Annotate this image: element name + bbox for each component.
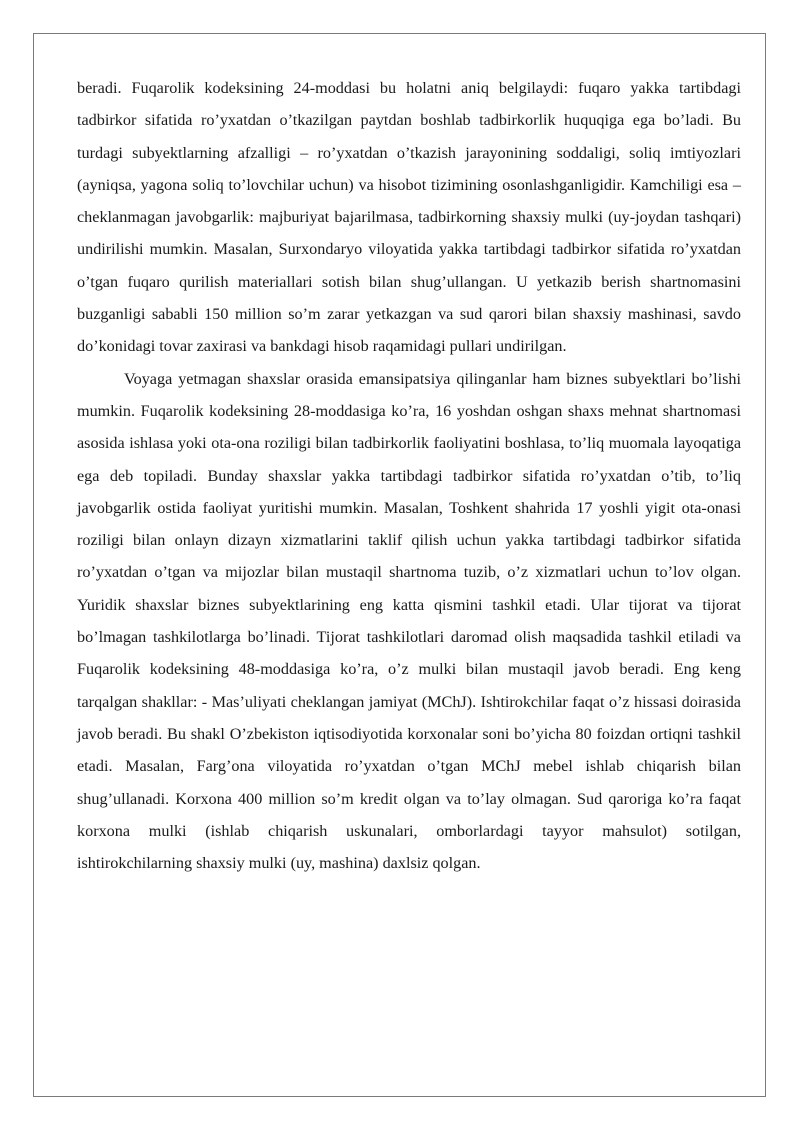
paragraph-emancipation: Voyaga yetmagan shaxslar orasida emansipatsiya qilinganlar ham biznes subyektlari bo’lishi mumkin. Fuqarolik kodeksining 28-moddasiga ko’ra, 16 yoshdan oshgan shaxs mehnat shartnomasi asosida ishlasa yoki ota-ona roziligi bilan tadbirkorlik faoliyatini boshlasa, to’liq muomala layoqatiga ega deb topiladi. Bunday shaxslar yakka tartibdagi tadbirkor sifatida ro’yxatdan o’tib, to’liq javobgarlik ostida faoliyat yuritishi mumkin. Masalan, Toshkent shahrida 17 yoshli yigit ota-onasi roziligi bilan onlayn dizayn xizmatlarini taklif qilish uchun yakka tartibdagi tadbirkor sifatida ro’yxatdan o’tgan va mijozlar bilan mustaqil shartnoma tuzib, o’z xizmatlari uchun to’lov olgan. Yuridik shaxslar biznes subyektlarining eng katta qismini tashkil etadi. Ular tijorat va tijorat bo’lmagan tashkilotlarga bo’linadi. Tijorat tashkilotlari daromad olish maqsadida tashkil etiladi va Fuqarolik kodeksining 48-moddasiga ko’ra, o’z mulki bilan mustaqil javob beradi. Eng keng tarqalgan shakllar: - Mas’uliyati cheklangan jamiyat (MChJ). Ishtirokchilar faqat o’z hissasi doirasida javob beradi. Bu shakl O’zbekiston iqtisodiyotida korxonalar soni bo’yicha 80 foizdan ortiqni tashkil etadi. Masalan, Farg’ona viloyatida ro’yxatdan o’tgan MChJ mebel ishlab chiqarish bilan shug’ullanadi. Korxona 400 million so’m kredit olgan va to’lay olmagan. Sud qaroriga ko’ra faqat korxona mulki (ishlab chiqarish uskunalari, omborlardagi tayyor mahsulot) sotilgan, ishtirokchilarning shaxsiy mulki (uy, mashina) daxlsiz qolgan. <box>77 369 741 873</box>
paragraph-continuation: beradi. Fuqarolik kodeksining 24-moddasi bu holatni aniq belgilaydi: fuqaro yakka tartibdagi tadbirkor sifatida ro’yxatdan o’tkazilgan paytdan boshlab tadbirkorlik huquqiga ega bo’ladi. Bu turdagi subyektlarning afzalligi – ro’yxatdan o’tkazish jarayonining soddaligi, soliq imtiyozlari (ayniqsa, yagona soliq to’lovchilar uchun) va hisobot tizimining osonlashganligidir. Kamchiligi esa – cheklanmagan javobgarlik: majburiyat bajarilmasa, tadbirkorning shaxsiy mulki (uy-joydan tashqari) undirilishi mumkin. Masalan, Surxondaryo viloyatida yakka tartibdagi tadbirkor sifatida ro’yxatdan o’tgan fuqaro qurilish materiallari sotish bilan shug’ullangan. U yetkazib berish shartnomasini buzganligi sababli 150 million so’m zarar yetkazgan va sud qarori bilan shaxsiy mashinasi, savdo do’konidagi tovar zaxirasi va bankdagi hisob raqamidagi pullari undirilgan. <box>77 79 741 356</box>
document-body <box>77 72 741 879</box>
